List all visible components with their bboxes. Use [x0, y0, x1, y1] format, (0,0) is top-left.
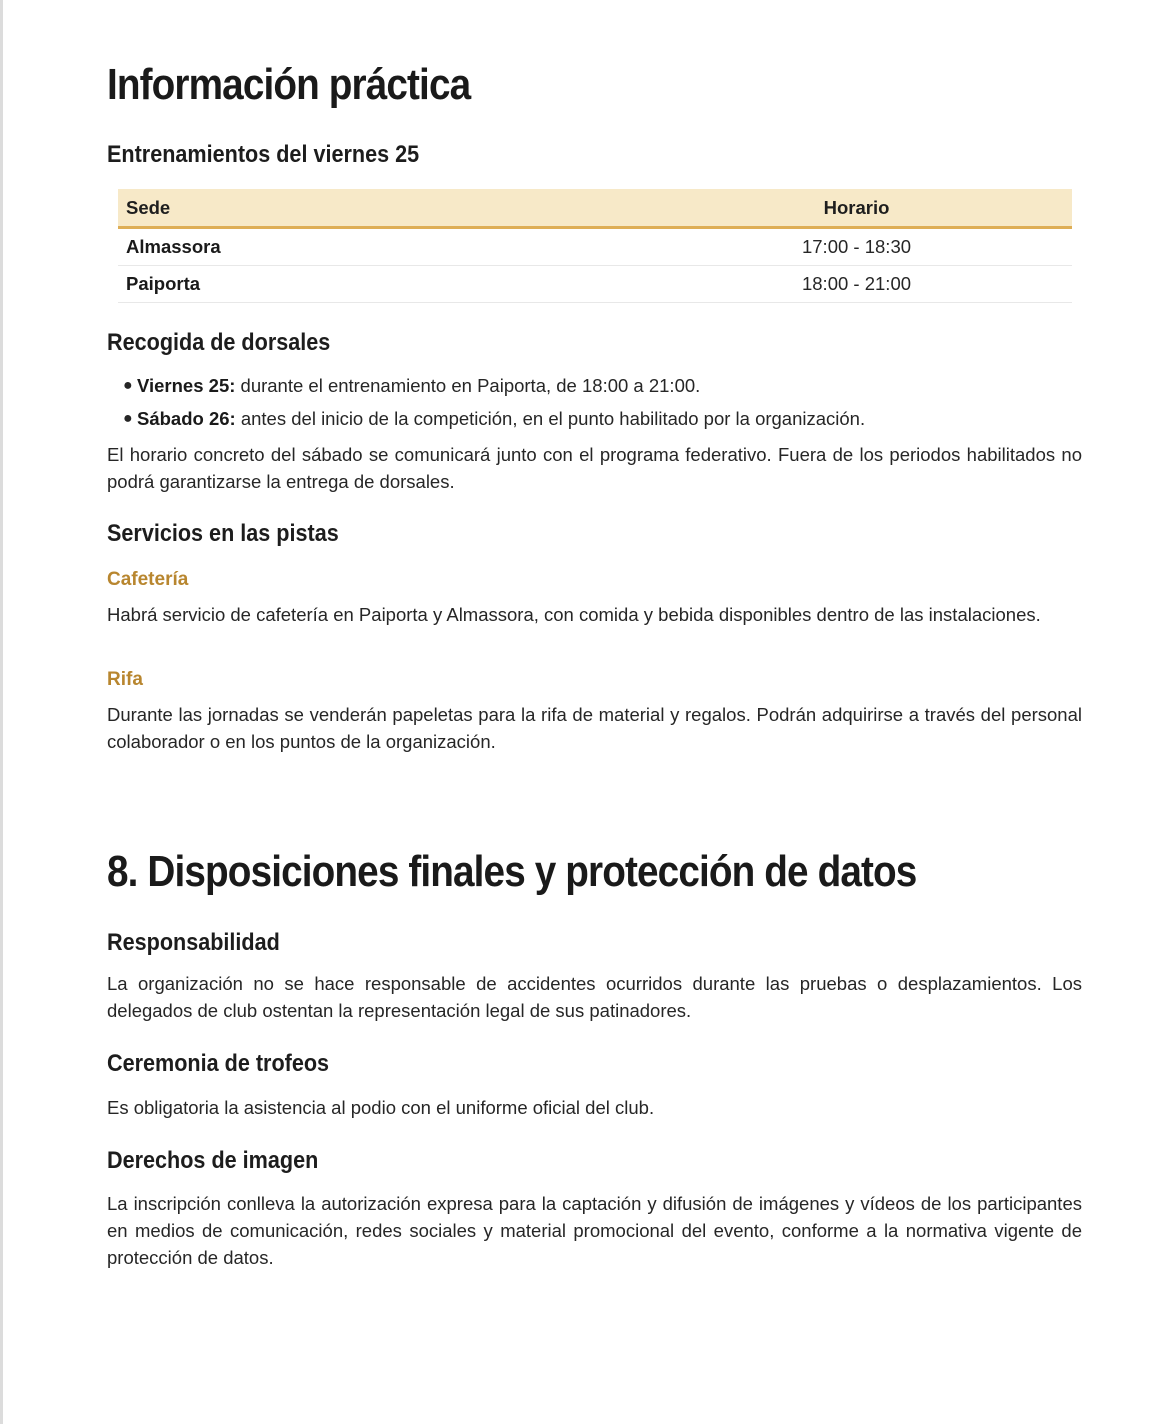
table-row: [118, 228, 1072, 266]
table-row: [118, 266, 1072, 303]
raffle-subheading: Rifa: [107, 669, 143, 690]
cafe-text: Habrá servicio de cafetería en Paiporta y Almassora, con comida y bebida disponibles dentro de las instalaciones.: [107, 604, 1041, 625]
schedule-cell: 18:00 - 21:00: [599, 266, 1072, 303]
schedule-cell: 17:00 - 18:30: [599, 228, 1072, 266]
services-heading: Servicios en las pistas: [107, 520, 339, 547]
column-header-schedule: Horario: [599, 189, 1072, 228]
venue-cell: Paiporta: [118, 266, 599, 303]
image-rights-text: La inscripción conlleva la autorización expresa para la captación y difusión de imágenes y vídeos de los participantes en medios de comunicación, redes sociales y material promocional del evento, conforme a la normativa vigente de protección de datos.: [107, 1193, 1082, 1268]
section-title-practical-info: Información práctica: [107, 60, 471, 109]
bib-pickup-note: El horario concreto del sábado se comunicará junto con el programa federativo. Fuera de los periodos habilitados no podrá garantizarse la entrega de dorsales.: [107, 444, 1082, 492]
bullet-icon: ●: [123, 410, 133, 427]
bullet-label: Viernes 25:: [137, 375, 236, 396]
list-item: [123, 375, 700, 397]
trophies-heading: Ceremonia de trofeos: [107, 1050, 330, 1077]
table-header-row: [118, 189, 1072, 228]
column-header-venue: Sede: [118, 189, 599, 228]
responsibility-text: La organización no se hace responsable de accidentes ocurridos durante las pruebas o desplazamientos. Los delegados de club ostentan la representación legal de sus patinadores.: [107, 973, 1082, 1021]
page-edge: [0, 0, 3, 1424]
bullet-label: Sábado 26:: [137, 408, 236, 429]
bib-pickup-heading: Recogida de dorsales: [107, 329, 331, 356]
section-title-final-provisions: 8. Disposiciones finales y protección de datos: [107, 847, 917, 896]
bullet-text: antes del inicio de la competición, en el punto habilitado por la organización.: [235, 408, 866, 429]
cafe-subheading: Cafetería: [107, 569, 189, 590]
training-heading: Entrenamientos del viernes 25: [107, 141, 420, 168]
trophies-text: Es obligatoria la asistencia al podio con el uniforme oficial del club.: [107, 1097, 655, 1118]
bullet-text: durante el entrenamiento en Paiporta, de 18:00 a 21:00.: [235, 375, 701, 396]
bullet-icon: ●: [123, 377, 133, 394]
responsibility-heading: Responsabilidad: [107, 929, 280, 956]
venue-cell: Almassora: [118, 228, 599, 266]
list-item: [123, 408, 865, 430]
raffle-text: Durante las jornadas se venderán papeletas para la rifa de material y regalos. Podrán adquirirse a través del personal colaborador o en los puntos de la organización.: [107, 704, 1082, 752]
image-rights-heading: Derechos de imagen: [107, 1147, 319, 1174]
training-schedule-table: [118, 189, 1072, 303]
